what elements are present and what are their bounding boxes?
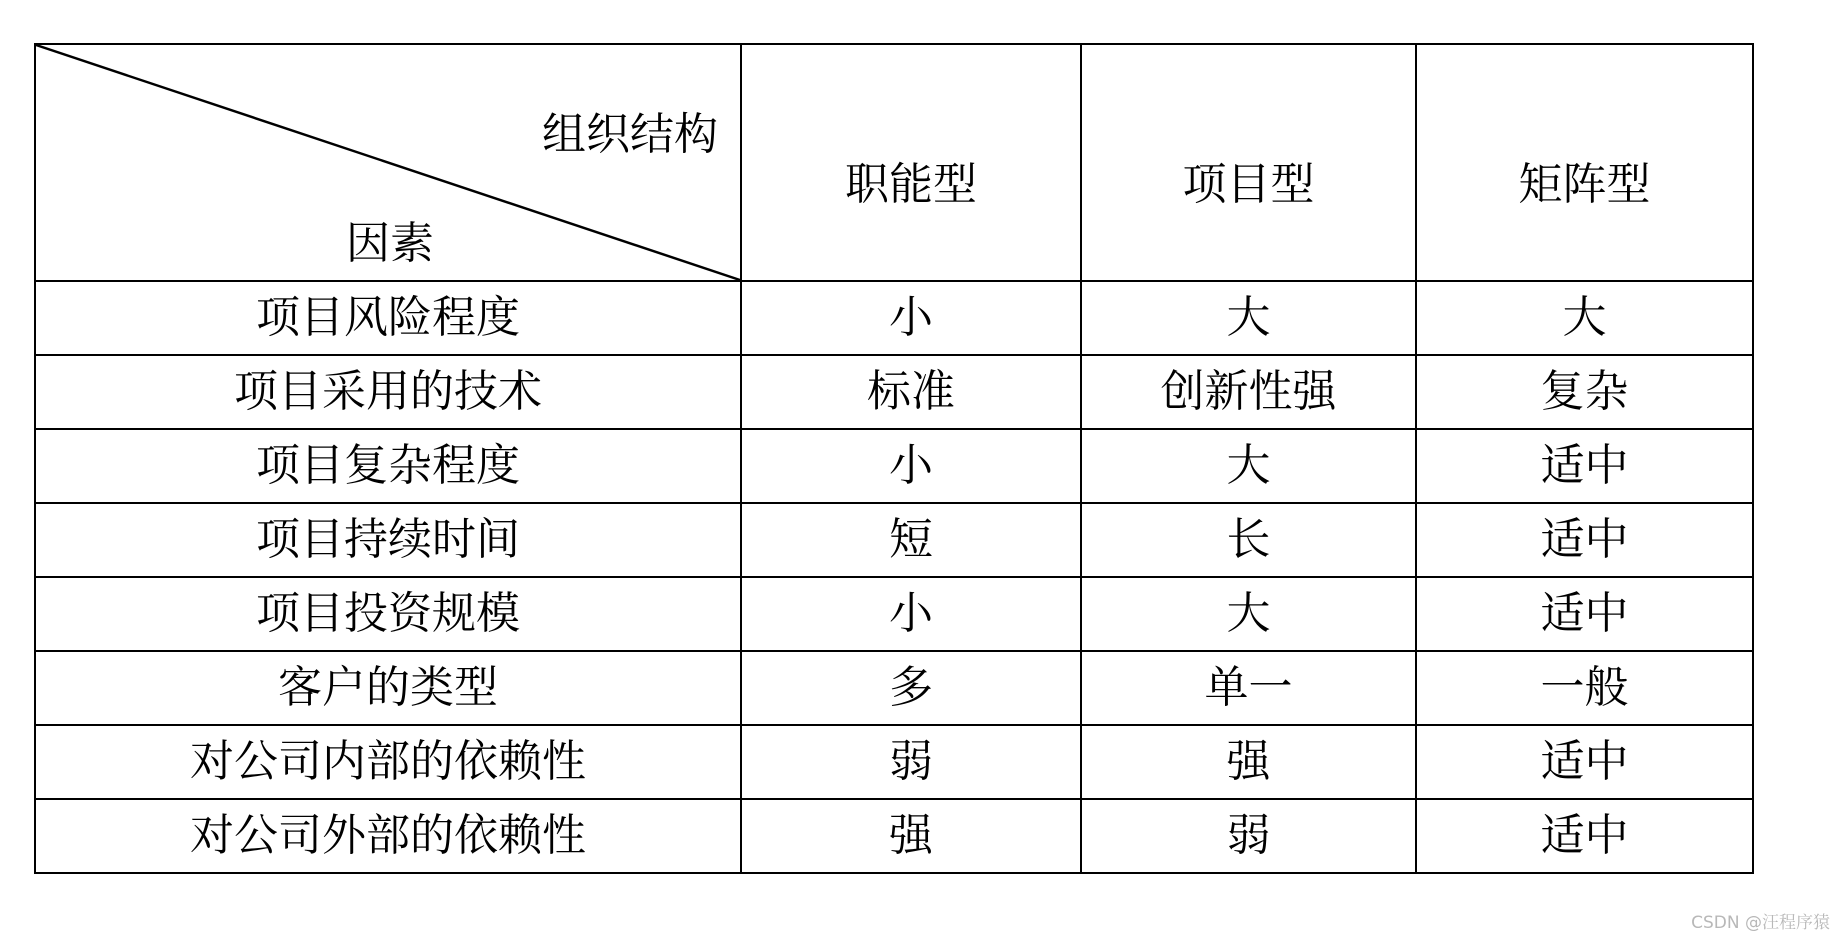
- table-row: [35, 799, 1753, 873]
- corner-label-factor: 因素: [346, 218, 434, 269]
- table-cell: 小: [741, 577, 1081, 651]
- table-row: [35, 429, 1753, 503]
- row-factor-label: 对公司外部的依赖性: [35, 799, 741, 873]
- organization-structure-table: [34, 43, 1754, 874]
- table-cell: 适中: [1416, 577, 1753, 651]
- row-factor-label: 项目风险程度: [35, 281, 741, 355]
- table-cell: 小: [741, 281, 1081, 355]
- table-row: [35, 577, 1753, 651]
- table-cell: 适中: [1416, 503, 1753, 577]
- table-cell: 适中: [1416, 799, 1753, 873]
- table-cell: 大: [1081, 577, 1416, 651]
- row-factor-label: 客户的类型: [35, 651, 741, 725]
- table-cell: 标准: [741, 355, 1081, 429]
- corner-label-structure: 组织结构: [542, 109, 718, 160]
- table-row: [35, 725, 1753, 799]
- diagonal-corner-header: [35, 44, 741, 281]
- row-factor-label: 项目复杂程度: [35, 429, 741, 503]
- table-cell: 弱: [741, 725, 1081, 799]
- table-cell: 强: [741, 799, 1081, 873]
- table-cell: 强: [1081, 725, 1416, 799]
- row-factor-label: 项目采用的技术: [35, 355, 741, 429]
- table-row: [35, 503, 1753, 577]
- table-cell: 弱: [1081, 799, 1416, 873]
- column-header-project: 项目型: [1081, 44, 1416, 281]
- table-cell: 大: [1416, 281, 1753, 355]
- table-header-row: [35, 44, 1753, 281]
- table-row: [35, 651, 1753, 725]
- table-cell: 单一: [1081, 651, 1416, 725]
- table-cell: 适中: [1416, 725, 1753, 799]
- table-row: [35, 281, 1753, 355]
- table-cell: 大: [1081, 281, 1416, 355]
- table-cell: 一般: [1416, 651, 1753, 725]
- comparison-table-container: [34, 43, 1752, 873]
- table-cell: 创新性强: [1081, 355, 1416, 429]
- row-factor-label: 项目投资规模: [35, 577, 741, 651]
- table-cell: 大: [1081, 429, 1416, 503]
- table-cell: 多: [741, 651, 1081, 725]
- table-cell: 适中: [1416, 429, 1753, 503]
- csdn-watermark: CSDN @汪程序猿: [1691, 913, 1830, 933]
- table-cell: 长: [1081, 503, 1416, 577]
- table-cell: 小: [741, 429, 1081, 503]
- row-factor-label: 对公司内部的依赖性: [35, 725, 741, 799]
- column-header-matrix: 矩阵型: [1416, 44, 1753, 281]
- table-cell: 短: [741, 503, 1081, 577]
- column-header-functional: 职能型: [741, 44, 1081, 281]
- table-cell: 复杂: [1416, 355, 1753, 429]
- row-factor-label: 项目持续时间: [35, 503, 741, 577]
- table-row: [35, 355, 1753, 429]
